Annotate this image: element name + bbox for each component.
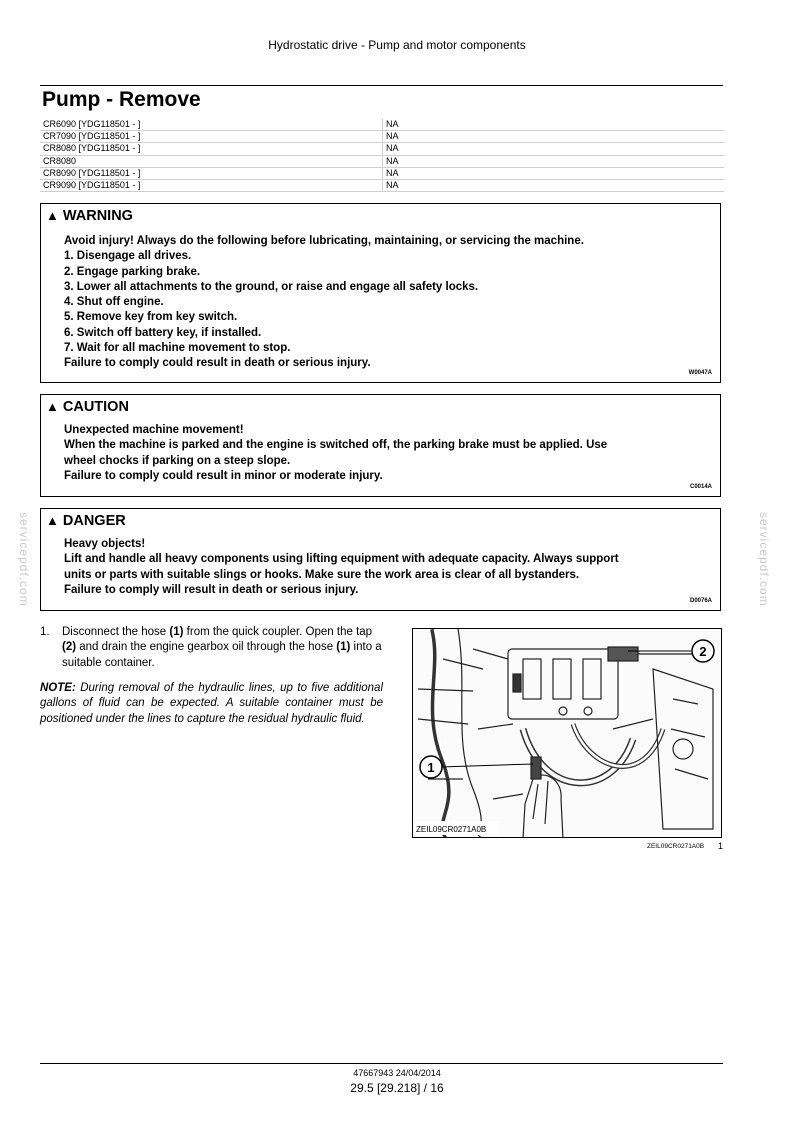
model-row xyxy=(40,131,724,143)
warning-box xyxy=(40,203,721,383)
model-row xyxy=(40,119,724,131)
danger-heading xyxy=(46,513,126,529)
note-text: During removal of the hydraulic lines, up to five additional gallons of fluid can be expected. A suitable container must be positioned under the lines to capture the residual hydraulic fluid. xyxy=(40,682,383,725)
model-applicability-table xyxy=(40,119,724,192)
warning-body xyxy=(64,234,702,372)
warning-line: Avoid injury! Always do the following before lubricating, maintaining, or servicing the machine. xyxy=(64,235,584,247)
warning-line: 1. Disengage all drives. xyxy=(64,250,192,263)
figure-inner-caption: ZEIL09CR0271A0B xyxy=(416,825,487,834)
header-rule xyxy=(40,85,723,86)
danger-box xyxy=(40,508,721,611)
caution-line: When the machine is parked and the engine is switched off, the parking brake must be applied. Use xyxy=(64,439,608,452)
danger-line: Lift and handle all heavy components using lifting equipment with adequate capacity. Always support xyxy=(64,553,619,566)
footer-rule xyxy=(40,1063,723,1064)
warning-line: 7. Wait for all machine movement to stop. xyxy=(64,342,291,355)
model-value-cell: NA xyxy=(383,143,725,155)
model-value-cell: NA xyxy=(383,167,725,179)
warning-line: 2. Engage parking brake. xyxy=(64,265,201,278)
warning-title: WARNING xyxy=(62,208,133,224)
caution-heading xyxy=(46,399,129,415)
danger-line: Failure to comply will result in death or serious injury. xyxy=(64,583,359,596)
watermark-left: servicepdf.com xyxy=(17,512,31,607)
caution-line: Unexpected machine movement! xyxy=(64,424,244,436)
model-value-cell: NA xyxy=(383,155,725,167)
model-name-cell: CR8080 xyxy=(40,155,383,167)
model-row xyxy=(40,179,724,191)
model-name-cell: CR6090 [YDG118501 - ] xyxy=(40,119,383,131)
callout-1 xyxy=(420,756,442,778)
procedure-step-1 xyxy=(40,625,385,671)
caution-body xyxy=(64,423,702,484)
model-row xyxy=(40,155,724,167)
warning-triangle-icon: ▲ xyxy=(46,208,59,223)
step-number: 1. xyxy=(40,626,50,638)
watermark-right: servicepdf.com xyxy=(757,512,771,607)
footer-page-number: 29.5 [29.218] / 16 xyxy=(350,1081,444,1095)
caution-box xyxy=(40,394,721,497)
figure-photo xyxy=(412,628,722,838)
callout-2 xyxy=(692,640,714,662)
model-name-cell: CR7090 [YDG118501 - ] xyxy=(40,131,383,143)
danger-body xyxy=(64,537,702,598)
warning-line: 6. Switch off battery key, if installed. xyxy=(64,326,262,339)
caution-line: Failure to comply could result in minor or moderate injury. xyxy=(64,469,383,482)
svg-text:2: 2 xyxy=(699,644,707,659)
note-label: NOTE: xyxy=(40,682,76,694)
danger-title: DANGER xyxy=(62,513,126,529)
caution-title: CAUTION xyxy=(62,399,129,415)
figure-number: 1 xyxy=(718,841,724,851)
model-row xyxy=(40,167,724,179)
danger-line: Heavy objects! xyxy=(64,538,146,550)
caution-triangle-icon: ▲ xyxy=(46,399,59,414)
warning-line: 5. Remove key from key switch. xyxy=(64,311,238,324)
warning-code: W0047A xyxy=(688,370,712,376)
engine-line-drawing xyxy=(413,629,722,838)
warning-line: 4. Shut off engine. xyxy=(64,296,164,309)
model-name-cell: CR8090 [YDG118501 - ] xyxy=(40,167,383,179)
caution-line: wheel chocks if parking on a steep slope. xyxy=(64,454,291,467)
model-name-cell: CR9090 [YDG118501 - ] xyxy=(40,179,383,191)
caution-code: C0014A xyxy=(689,484,712,490)
model-name-cell: CR8080 [YDG118501 - ] xyxy=(40,143,383,155)
svg-text:1: 1 xyxy=(427,760,435,775)
running-header: Hydrostatic drive - Pump and motor components xyxy=(268,38,526,52)
model-value-cell: NA xyxy=(383,131,725,143)
warning-heading xyxy=(46,208,133,224)
step-text: Disconnect the hose (1) from the quick coupler. Open the tap (2) and drain the engine gearbox oil through the hose (1) into a suitable container. xyxy=(62,626,382,669)
page-title: Pump - Remove xyxy=(42,88,201,111)
warning-line: Failure to comply could result in death or serious injury. xyxy=(64,357,371,370)
figure-caption: ZEIL09CR0271A0B xyxy=(647,843,705,850)
note-paragraph xyxy=(40,681,383,727)
danger-line: units or parts with suitable slings or hooks. Make sure the work area is clear of all bystanders. xyxy=(64,568,580,581)
model-value-cell: NA xyxy=(383,179,725,191)
model-value-cell: NA xyxy=(383,119,725,131)
warning-line: 3. Lower all attachments to the ground, or raise and engage all safety locks. xyxy=(64,280,479,293)
danger-code: D0076A xyxy=(689,598,712,604)
footer-doc-info: 47667943 24/04/2014 xyxy=(353,1068,441,1078)
model-row xyxy=(40,143,724,155)
danger-triangle-icon: ▲ xyxy=(46,513,59,528)
